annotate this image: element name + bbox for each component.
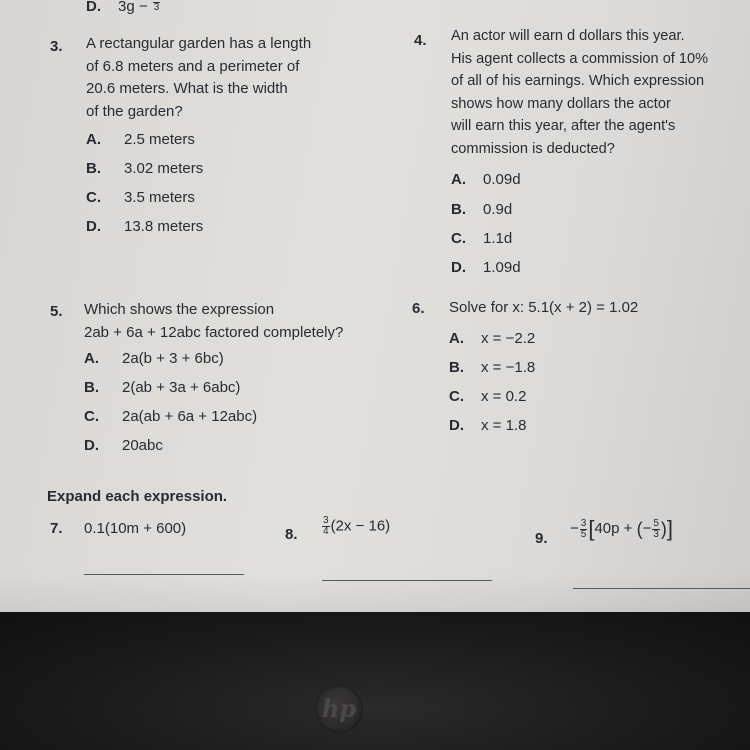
answer-choice: [449, 388, 526, 405]
answer-blank[interactable]: [573, 588, 750, 589]
answer-choice: [451, 230, 512, 247]
choice-letter: A.: [84, 350, 99, 367]
fraction-denominator: 4: [323, 526, 329, 537]
question-line: of 6.8 meters and a perimeter of: [86, 57, 300, 75]
open-bracket: [: [588, 516, 595, 541]
choice-text: 3g −: [118, 0, 148, 15]
question-number: 7.: [50, 520, 63, 537]
question-line: An actor will earn d dollars this year.: [451, 28, 685, 44]
question-text: [451, 25, 708, 160]
question-number: 4.: [414, 32, 427, 49]
choice-text: 2a(b + 3 + 6bc): [122, 350, 224, 367]
question-line: of the garden?: [86, 102, 183, 120]
answer-choice: [86, 218, 203, 235]
answer-choice: [86, 160, 203, 177]
choice-letter: D.: [84, 437, 99, 454]
choice-text: 2(ab + 3a + 6abc): [122, 379, 241, 396]
question-text: [449, 297, 638, 320]
choice-letter: D.: [451, 259, 466, 276]
choice-text: 0.9d: [483, 201, 513, 218]
question-number: 6.: [412, 300, 425, 317]
answer-choice: [451, 201, 512, 218]
answer-choice: [86, 131, 195, 148]
answer-blank[interactable]: [84, 574, 244, 575]
choice-letter: A.: [86, 131, 101, 148]
close-paren: ): [660, 519, 667, 539]
choice-text: 3.02 meters: [124, 160, 204, 177]
expression: 0.1(10m + 600): [84, 520, 187, 537]
question-line: 2ab + 6a + 12abc factored completely?: [84, 323, 344, 341]
question-line: commission is deducted?: [451, 140, 615, 157]
fraction: [153, 2, 161, 13]
fraction-numerator: 5: [653, 517, 659, 529]
top-cut-choice: [86, 0, 161, 15]
choice-letter: A.: [449, 330, 464, 347]
answer-choice: [451, 171, 521, 188]
answer-choice: [449, 359, 535, 376]
fraction-denominator: 3: [653, 528, 659, 540]
hp-logo: hp: [315, 685, 363, 733]
question-line: will earn this year, after the agent's: [451, 118, 676, 134]
fraction-denominator: 3: [153, 1, 160, 13]
inner-sign: −: [642, 519, 652, 537]
sign: −: [570, 519, 579, 537]
question-number: 3.: [50, 38, 63, 55]
close-bracket: ]: [666, 516, 674, 541]
choice-text: x = 1.8: [481, 417, 527, 434]
choice-text: 0.09d: [483, 171, 521, 188]
expression: [570, 518, 673, 540]
answer-choice: [86, 189, 195, 206]
fraction: [322, 516, 330, 537]
choice-text: 1.1d: [483, 230, 513, 247]
question-number: 9.: [535, 530, 548, 547]
fraction: [580, 519, 588, 540]
answer-choice: [84, 437, 163, 454]
laptop-bezel: [0, 612, 750, 750]
choice-letter: A.: [451, 171, 466, 188]
choice-letter: D.: [449, 417, 464, 434]
answer-choice: [84, 350, 224, 367]
fraction: [652, 519, 660, 540]
choice-text: 13.8 meters: [124, 218, 204, 235]
fraction-denominator: 5: [580, 528, 587, 540]
choice-letter: C.: [86, 189, 101, 206]
choice-text: 3.5 meters: [124, 189, 195, 206]
inner-expression: 40p +: [594, 519, 637, 537]
fraction-numerator: 3: [580, 517, 587, 529]
section-title: Expand each expression.: [47, 488, 228, 505]
choice-letter: B.: [451, 201, 466, 218]
question-text: [86, 33, 311, 123]
choice-text: 1.09d: [483, 259, 521, 276]
answer-choice: [449, 417, 526, 434]
expression: [321, 516, 390, 537]
fraction-numerator: 3: [323, 515, 329, 526]
question-line: Solve for x: 5.1(x + 2) = 1.02: [449, 299, 639, 316]
question-line: A rectangular garden has a length: [86, 35, 312, 52]
choice-letter: C.: [84, 408, 99, 425]
question-number: 5.: [50, 303, 63, 320]
question-text: [84, 299, 343, 344]
question-number: 8.: [285, 526, 298, 543]
expression-text: (2x − 16): [330, 517, 391, 535]
choice-letter: B.: [84, 379, 99, 396]
answer-choice: [449, 330, 535, 347]
choice-text: 2a(ab + 6a + 12abc): [122, 408, 258, 425]
question-line: of all of his earnings. Which expression: [451, 73, 705, 89]
question-line: shows how many dollars the actor: [451, 95, 671, 112]
choice-text: 20abc: [122, 437, 163, 454]
question-line: Which shows the expression: [84, 301, 275, 318]
choice-text: x = −2.2: [481, 330, 536, 347]
choice-text: 2.5 meters: [124, 131, 195, 148]
answer-choice: [84, 379, 240, 396]
answer-blank[interactable]: [322, 580, 492, 581]
open-paren: (: [636, 519, 643, 539]
answer-choice: [451, 259, 521, 276]
choice-letter: B.: [449, 359, 464, 376]
answer-choice: [84, 408, 257, 425]
question-line: His agent collects a commission of 10%: [451, 50, 709, 67]
choice-letter: D.: [86, 0, 101, 15]
choice-text: x = −1.8: [481, 359, 536, 376]
choice-letter: D.: [86, 218, 101, 235]
choice-letter: C.: [449, 388, 464, 405]
question-line: 20.6 meters. What is the width: [86, 80, 288, 97]
choice-text: x = 0.2: [481, 388, 527, 405]
choice-letter: C.: [451, 230, 466, 247]
choice-letter: B.: [86, 160, 101, 177]
